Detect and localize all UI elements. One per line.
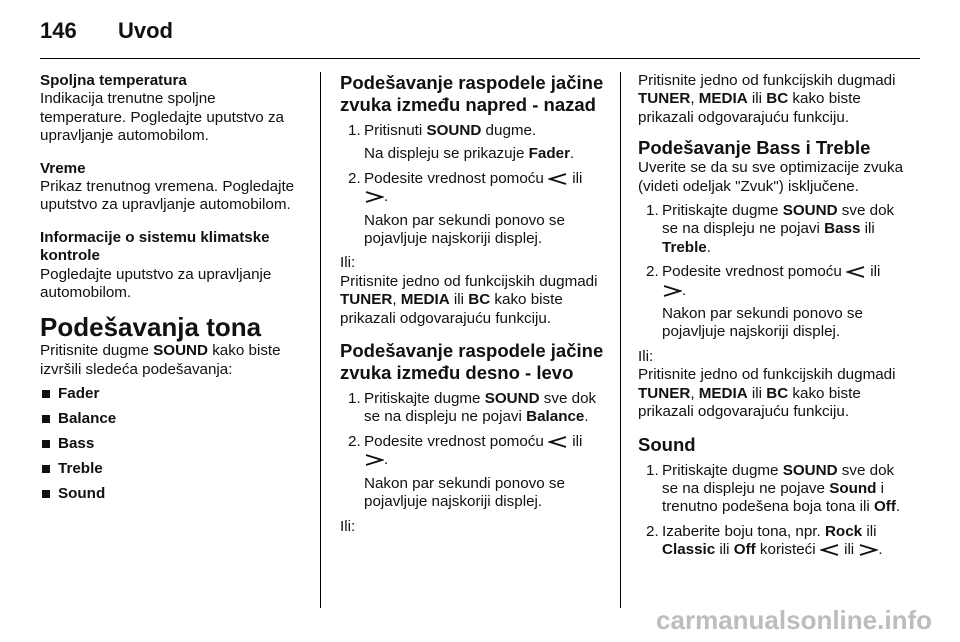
arrow-right-icon xyxy=(364,454,384,466)
list-item: 1. Pritiskajte dugme SOUND sve dok se na displeju ne pojavi Balance. xyxy=(348,390,597,426)
fader-steps xyxy=(340,122,608,248)
paragraph: Uverite se da su sve optimizacije zvuka (videti odeljak "Zvuk") isključene. xyxy=(638,159,904,195)
arrow-left-icon xyxy=(846,266,866,278)
section-title-outside-temp: Spoljna temperatura xyxy=(40,72,187,89)
column-divider xyxy=(320,72,321,608)
or-label: Ili: xyxy=(340,254,356,272)
list-item: 2. Podesite vrednost pomoću ili . Nakon par sekundi ponovo se pojavljuje najskoriji displej. xyxy=(646,263,881,341)
page-number: 146 xyxy=(40,18,77,43)
section-title-time: Vreme xyxy=(40,159,86,177)
section-text: Indikacija trenutne spoljne temperature. Pogledajte uputstvo za upravljanje automobilom. xyxy=(40,90,284,145)
bass-treble-steps xyxy=(638,202,908,342)
paragraph: Pritisnite jedno od funkcijskih dugmadi TUNER, MEDIA ili BC kako biste prikazali odgovarajuću funkciju. xyxy=(638,72,896,126)
sound-steps xyxy=(638,462,908,560)
list-item: Bass xyxy=(40,435,302,453)
heading-fader: Podešavanje raspodele jačine zvuka između napred - nazad xyxy=(340,72,604,115)
list-item: 1. Pritisnuti SOUND dugme. Na displeju se prikazuje Fader. xyxy=(348,122,575,163)
heading-tone-settings: Podešavanja tona xyxy=(40,312,262,343)
bullet-icon xyxy=(42,490,50,498)
watermark: carmanualsonline.info xyxy=(656,605,932,635)
or-label: Ili: xyxy=(638,347,654,365)
bullet-icon xyxy=(42,415,50,423)
list-item: 2. Podesite vrednost pomoću ili . Nakon par sekundi ponovo se pojavljuje najskoriji displej. xyxy=(348,169,583,248)
paragraph: Pritisnite jedno od funkcijskih dugmadi TUNER, MEDIA ili BC kako biste prikazali odgovarajuću funkciju. xyxy=(638,366,896,421)
list-item: 2. Izaberite boju tona, npr. Rock ili Classic ili Off koristeći ili . xyxy=(646,522,883,559)
chapter-title: Uvod xyxy=(118,18,173,43)
or-label: Ili: xyxy=(340,517,356,535)
heading-sound: Sound xyxy=(638,433,696,455)
column-middle xyxy=(340,72,608,536)
list-item: Sound xyxy=(40,485,302,503)
column-divider xyxy=(620,72,621,608)
list-item: Fader xyxy=(40,385,302,403)
balance-steps xyxy=(340,390,608,511)
column-right xyxy=(638,72,908,566)
arrow-left-icon xyxy=(820,544,840,556)
arrow-left-icon xyxy=(548,173,568,185)
heading-balance: Podešavanje raspodele jačine zvuka između desno - levo xyxy=(340,340,604,384)
bullet-icon xyxy=(42,440,50,448)
list-item: 1. Pritiskajte dugme SOUND sve dok se na displeju ne pojavi Bass ili Treble. xyxy=(646,202,895,256)
bullet-icon xyxy=(42,390,50,398)
heading-bass-treble: Podešavanje Bass i Treble xyxy=(638,137,871,159)
section-text: Prikaz trenutnog vremena. Pogledajte uputstvo za upravljanje automobilom. xyxy=(40,178,295,214)
list-item: 2. Podesite vrednost pomoću ili . Nakon par sekundi ponovo se pojavljuje najskoriji displej. xyxy=(348,432,583,511)
arrow-right-icon xyxy=(662,285,682,297)
paragraph: Pritisnite jedno od funkcijskih dugmadi TUNER, MEDIA ili BC kako biste prikazali odgovarajuću funkciju. xyxy=(340,272,598,327)
page-header xyxy=(40,18,920,60)
list-item: Balance xyxy=(40,410,302,428)
arrow-left-icon xyxy=(548,436,568,448)
arrow-right-icon xyxy=(364,191,384,203)
tone-options-list xyxy=(40,385,302,503)
header-divider xyxy=(40,58,920,59)
section-text: Pogledajte uputstvo za upravljanje automobilom. xyxy=(40,265,272,302)
tone-intro: Pritisnite dugme SOUND kako biste izvršili sledeća podešavanja: xyxy=(40,342,281,378)
column-left xyxy=(40,72,302,510)
bullet-icon xyxy=(42,465,50,473)
list-item: 1. Pritiskajte dugme SOUND sve dok se na displeju ne pojave Sound i trenutno podešena boja tona ili Off. xyxy=(646,461,901,516)
arrow-right-icon xyxy=(858,544,878,556)
section-title-climate: Informacije o sistemu klimatske kontrole xyxy=(40,228,270,265)
list-item: Treble xyxy=(40,460,302,478)
